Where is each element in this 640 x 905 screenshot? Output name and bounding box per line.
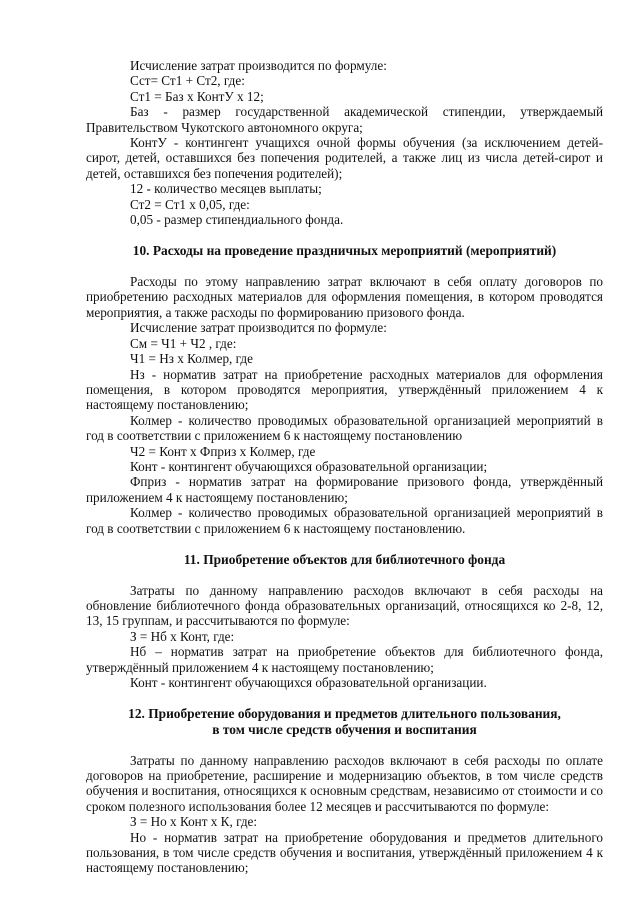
heading-line: 12. Приобретение оборудования и предметов длительного пользования, [128,706,561,722]
paragraph: 12 - количество месяцев выплаты; [130,181,322,197]
formula-line: См = Ч1 + Ч2 , где: [130,335,237,351]
paragraph: Но - норматив затрат на приобретение оборудования и предметов длительного пользования, в том числе средств обучения и воспитания, утверждённый приложением 4 к настоящему постановлению; [86,829,603,876]
section-heading-12 [86,706,603,737]
paragraph: Исчисление затрат производится по формуле: [130,320,387,336]
paragraph: Конт - контингент обучающихся образовательной организации. [130,675,487,690]
formula-line: Ст1 = Баз х КонтУ х 12; [130,88,264,104]
formula-line: Ст2 = Ст1 х 0,05, где: [130,196,250,212]
formula-line: З = Но х Конт х К, где: [130,814,258,830]
paragraph: Расходы по этому направлению затрат включают в себя оплату договоров по приобретению расходных материалов для оформления помещения, в котором проводятся мероприятия, а также расходы по формированию призового фонда. [86,274,603,320]
section-heading-11: 11. Приобретение объектов для библиотечного фонда [183,551,506,567]
heading-line: в том числе средств обучения и воспитания [212,722,477,737]
paragraph: 0,05 - размер стипендиального фонда. [130,212,344,228]
formula-line: Ч1 = Нз х Колмер, где [130,351,253,367]
paragraph: Исчисление затрат производится по формуле: [130,58,387,73]
paragraph: Затраты по данному направлению расходов включают в себя расходы по оплате договоров на приобретение, расширение и модернизацию объектов, в том числе средств обучения и воспитания, относящихся к основным средствам, независимо от стоимости и со сроком полезного использования более 12 месяцев и рассчитываются по формуле: [86,752,603,814]
paragraph: Баз - размер государственной академической стипендии, утверждаемый Правительством Чукотского автономного округа; [86,104,603,135]
paragraph: Колмер - количество проводимых образовательной организацией мероприятий в год в соответствии с приложением 6 к настоящему постановлению. [86,505,603,536]
formula-line: З = Нб х Конт, где: [130,628,235,644]
formula-line: Сст= Ст1 + Ст2, где: [130,73,245,89]
paragraph: Затраты по данному направлению расходов включают в себя расходы на обновление библиотечного фонда образовательных организаций, относящихся ко 2-8, 12, 13, 15 группам, и рассчитываются по формуле: [86,582,603,629]
paragraph: Фприз - норматив затрат на формирование призового фонда, утверждённый приложением 4 к настоящему постановлению; [86,474,603,505]
section-12-body [86,753,603,876]
document-page [86,58,603,876]
section-heading-10: 10. Расходы на проведение праздничных мероприятий (мероприятий) [132,243,557,259]
section-10-body [86,274,603,536]
paragraph: Нб – норматив затрат на приобретение объектов для библиотечного фонда, утверждённый приложением 4 к настоящему постановлению; [86,644,603,675]
section-11-body [86,583,603,691]
paragraph: Нз - норматив затрат на приобретение расходных материалов для оформления помещения, в котором проводятся мероприятия, утверждённый приложением 4 к настоящему постановлению; [86,366,603,413]
paragraph: КонтУ - контингент учащихся очной формы обучения (за исключением детей-сирот, детей, оставшихся без попечения родителей, а также лиц из числа детей-сирот и детей, оставшихся без попечения родителей); [86,135,603,181]
formula-line: Ч2 = Конт х Фприз х Колмер, где [130,443,316,459]
section-intro [86,58,603,227]
paragraph: Конт - контингент обучающихся образовательной организации; [130,458,488,474]
paragraph: Колмер - количество проводимых образовательной организацией мероприятий в год в соответствии с приложением 6 к настоящему постановлению [86,412,603,444]
